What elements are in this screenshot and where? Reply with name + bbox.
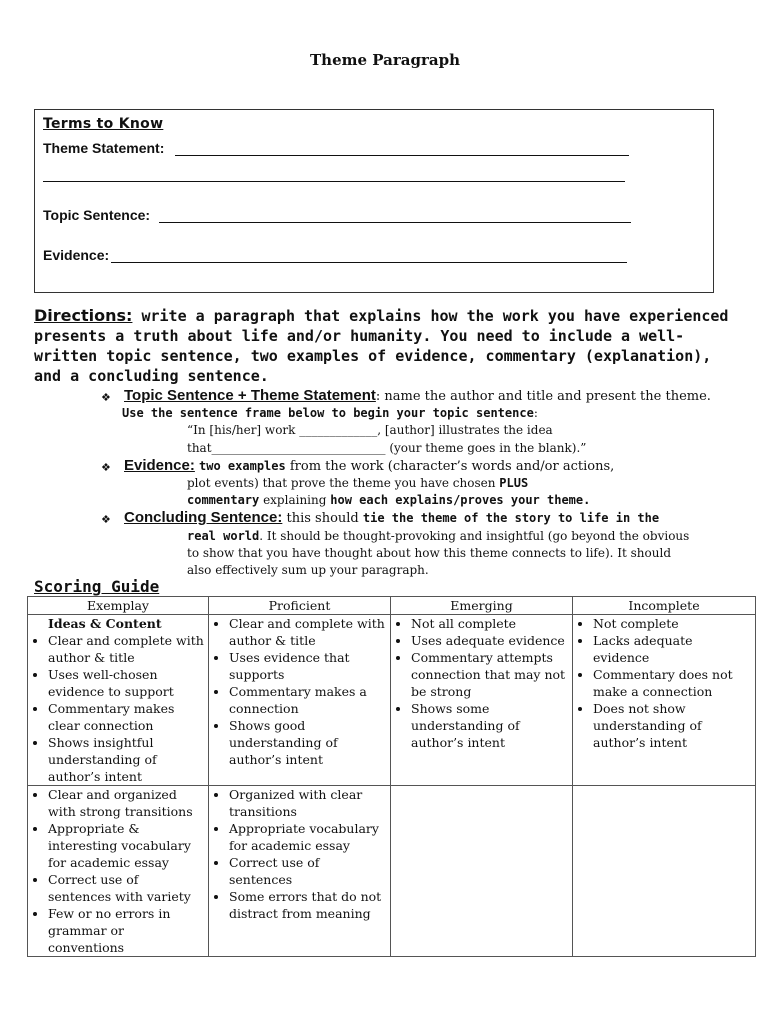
topic-after: : name the author and title and present the theme. bbox=[375, 389, 711, 404]
ideas-label: Ideas & Content bbox=[48, 616, 162, 631]
list-item: • Uses evidence that supports bbox=[229, 649, 386, 683]
page-title: Theme Paragraph bbox=[310, 51, 460, 69]
list-item: • Clear and complete with author & title bbox=[229, 615, 386, 649]
list-item: • Not all complete bbox=[411, 615, 568, 632]
concluding-heading: Concluding Sentence: bbox=[124, 509, 283, 526]
table-row-ideas bbox=[28, 615, 756, 786]
evidence-label: Evidence: bbox=[43, 247, 110, 263]
table-cell bbox=[391, 786, 573, 957]
table-cell bbox=[209, 786, 391, 957]
evidence-heading: Evidence: bbox=[124, 457, 195, 474]
list-item: • Commentary does not make a connection bbox=[593, 666, 751, 700]
column-header: Emerging bbox=[391, 597, 573, 615]
topic-heading: Topic Sentence + Theme Statement bbox=[124, 387, 376, 404]
column-header: Incomplete bbox=[573, 597, 756, 615]
theme-statement-line-2[interactable] bbox=[43, 181, 625, 182]
list-item: • Not complete bbox=[593, 615, 751, 632]
table-cell bbox=[573, 786, 756, 957]
scoring-table bbox=[27, 596, 756, 957]
list-item: • Correct use of sentences bbox=[229, 854, 386, 888]
list-item: • Commentary makes a connection bbox=[229, 683, 386, 717]
list-item: • Clear and organized with strong transitions bbox=[48, 786, 204, 820]
table-cell bbox=[209, 615, 391, 786]
list-item: • Few or no errors in grammar or conventions bbox=[48, 905, 204, 956]
theme-statement-line[interactable] bbox=[175, 155, 629, 156]
directions-text: write a paragraph that explains how the work you have experienced presents a truth about life and/or humanity. You need to include a well-written topic sentence, two examples of evidence, commentary (explanation), and a concluding sentence. bbox=[34, 307, 729, 385]
column-header: Exemplay bbox=[28, 597, 209, 615]
list-item: • Clear and complete with author & title bbox=[48, 632, 204, 666]
concluding-line3: to show that you have thought about how this theme connects to life). It should bbox=[187, 546, 671, 560]
concluding-bullet: Concluding Sentence: this should tie the theme of the story to life in the bbox=[124, 509, 660, 526]
table-row-organization bbox=[28, 786, 756, 957]
scoring-guide-heading: Scoring Guide bbox=[34, 577, 160, 596]
table-header-row bbox=[28, 597, 756, 615]
list-item: • Commentary makes clear connection bbox=[48, 700, 204, 734]
topic-frame-line2: that_____________________________ (your theme goes in the blank).” bbox=[187, 441, 587, 455]
list-item: • Appropriate & interesting vocabulary for academic essay bbox=[48, 820, 204, 871]
list-item: • Shows some understanding of author’s intent bbox=[411, 700, 568, 751]
list-item: • Shows insightful understanding of author’s intent bbox=[48, 734, 204, 785]
diamond-bullet-icon: ❖ bbox=[101, 391, 111, 404]
list-item: • Lacks adequate evidence bbox=[593, 632, 751, 666]
list-item: • Uses well-chosen evidence to support bbox=[48, 666, 204, 700]
concluding-line2: real world. It should be thought-provoking and insightful (go beyond the obvious bbox=[187, 529, 690, 543]
evidence-bullet: Evidence: two examples from the work (character’s words and/or actions, bbox=[124, 457, 615, 474]
topic-sentence-line[interactable] bbox=[159, 222, 631, 223]
list-item: • Shows good understanding of author’s intent bbox=[229, 717, 386, 768]
diamond-bullet-icon: ❖ bbox=[101, 461, 111, 474]
diamond-bullet-icon: ❖ bbox=[101, 513, 111, 526]
column-header: Proficient bbox=[209, 597, 391, 615]
theme-statement-label: Theme Statement: bbox=[43, 140, 165, 156]
concluding-line4: also effectively sum up your paragraph. bbox=[187, 563, 429, 577]
list-item: • Uses adequate evidence bbox=[411, 632, 568, 649]
terms-box bbox=[34, 109, 714, 293]
list-item: • Does not show understanding of author’s intent bbox=[593, 700, 751, 751]
list-item: • Organized with clear transitions bbox=[229, 786, 386, 820]
list-item: • Correct use of sentences with variety bbox=[48, 871, 204, 905]
list-item: • Some errors that do not distract from meaning bbox=[229, 888, 386, 922]
topic-frame-instruction: Use the sentence frame below to begin your topic sentence: bbox=[122, 406, 538, 420]
table-cell bbox=[391, 615, 573, 786]
terms-heading: Terms to Know bbox=[43, 116, 164, 132]
list-item: • Appropriate vocabulary for academic essay bbox=[229, 820, 386, 854]
directions-paragraph bbox=[34, 306, 734, 386]
evidence-line2: plot events) that prove the theme you have chosen PLUS bbox=[187, 476, 529, 490]
directions-label: Directions: bbox=[34, 306, 133, 325]
table-cell bbox=[28, 615, 209, 786]
evidence-line3: commentary explaining how each explains/proves your theme. bbox=[187, 493, 591, 507]
table-cell bbox=[573, 615, 756, 786]
table-cell bbox=[28, 786, 209, 957]
topic-sentence-label: Topic Sentence: bbox=[43, 207, 151, 223]
topic-frame-line1: “In [his/her] work _____________, [author] illustrates the idea bbox=[187, 423, 553, 437]
topic-bullet bbox=[124, 387, 711, 404]
list-item: • Commentary attempts connection that may not be strong bbox=[411, 649, 568, 700]
evidence-line[interactable] bbox=[111, 262, 627, 263]
